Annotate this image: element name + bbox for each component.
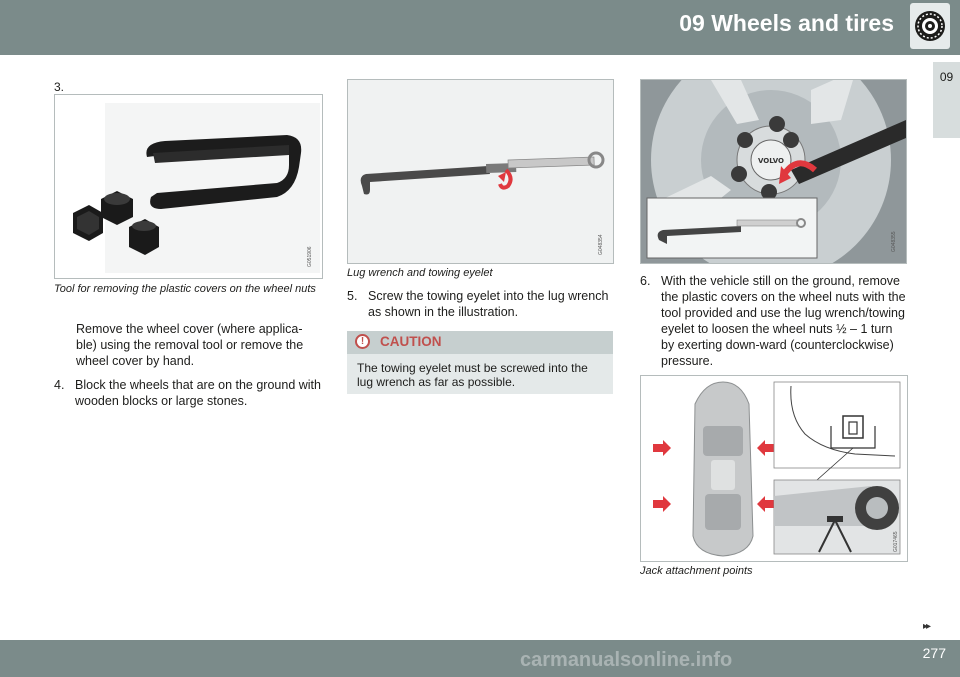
step-6-number: 6. xyxy=(640,274,651,288)
figure-code: G017465 xyxy=(893,531,899,552)
figure-caption: Tool for removing the plastic covers on the wheel nuts xyxy=(54,283,316,295)
jack-points-figure xyxy=(640,375,908,562)
step-5-number: 5. xyxy=(347,289,358,303)
wheel-nuts-illustration xyxy=(641,80,906,263)
caution-box xyxy=(347,331,613,394)
figure-caption: Lug wrench and towing eyelet xyxy=(347,267,493,279)
lug-wrench-illustration xyxy=(348,80,613,263)
step-3-number: 3. xyxy=(54,80,65,94)
caution-header xyxy=(347,331,613,354)
figure-caption: Jack attachment points xyxy=(640,565,753,577)
figure-code: G048355 xyxy=(891,231,897,252)
step-5-text: Screw the towing eyelet into the lug wrench as shown in the illustration. xyxy=(368,289,609,319)
caution-text: The towing eyelet must be screwed into the lug wrench as far as possible. xyxy=(357,361,588,389)
caution-title: CAUTION xyxy=(380,334,442,349)
jack-points-illustration xyxy=(641,376,907,561)
step-4 xyxy=(54,377,322,409)
header-bar xyxy=(0,0,960,55)
tire-icon xyxy=(910,3,950,49)
watermark-text: carmanualsonline.info xyxy=(520,649,733,671)
figure-code: G048354 xyxy=(598,234,604,255)
remove-cover-paragraph: Remove the wheel cover (where applica-ble) using the removal tool or remove the wheel cover by hand. xyxy=(76,322,304,368)
chapter-title: 09 Wheels and tires xyxy=(679,10,894,36)
volvo-logo-text: VOLVO xyxy=(758,157,784,165)
next-page-icon[interactable]: ▸▸ xyxy=(923,621,930,632)
lug-wrench-figure xyxy=(347,79,614,264)
chapter-tab[interactable] xyxy=(933,62,960,138)
page-number: 277 xyxy=(922,645,946,661)
cover-removal-tool-figure xyxy=(54,94,323,279)
footer-bar xyxy=(0,640,960,677)
step-6-text: With the vehicle still on the ground, remove the plastic covers on the wheel nuts with the tool provided and use the lug wrench/towing eyelet to loosen the wheel nuts ½ – 1 turn by exerting down-ward (counterclockwise) pressure. xyxy=(661,274,906,368)
chapter-tab-label: 09 xyxy=(939,70,954,84)
wheel-nuts-figure xyxy=(640,79,907,264)
step-4-text: Block the wheels that are on the ground with wooden blocks or large stones. xyxy=(75,378,321,408)
step-4-number: 4. xyxy=(54,378,65,392)
step-6 xyxy=(640,273,906,369)
cover-removal-tool-illustration xyxy=(55,95,322,278)
warning-icon: ! xyxy=(355,334,370,349)
step-5 xyxy=(347,288,613,320)
figure-code: G051906 xyxy=(307,246,313,267)
